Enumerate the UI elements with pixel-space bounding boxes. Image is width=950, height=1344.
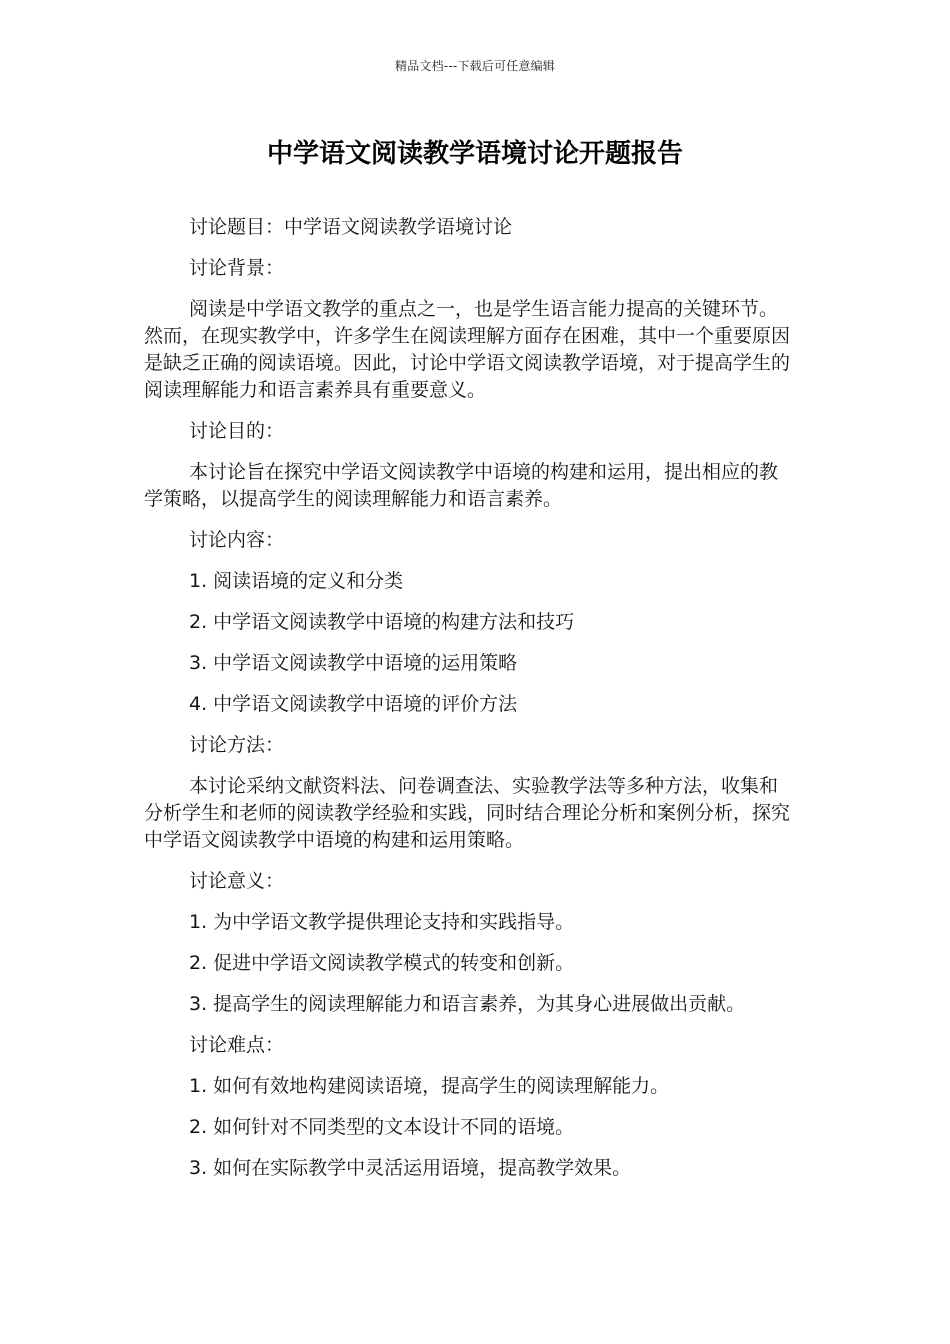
contents-item: 1. 阅读语境的定义和分类 bbox=[189, 570, 404, 592]
difficulties-item: 3. 如何在实际教学中灵活运用语境，提高教学效果。 bbox=[189, 1157, 632, 1179]
significance-item: 3. 提高学生的阅读理解能力和语言素养，为其身心进展做出贡献。 bbox=[189, 993, 746, 1015]
contents-item: 3. 中学语文阅读教学中语境的运用策略 bbox=[189, 652, 518, 674]
difficulties-item: 1. 如何有效地构建阅读语境，提高学生的阅读理解能力。 bbox=[189, 1075, 670, 1097]
purpose-label: 讨论目的： bbox=[189, 420, 285, 442]
document-body bbox=[144, 214, 796, 1196]
purpose-paragraph: 本讨论旨在探究中学语文阅读教学中语境的构建和运用，提出相应的教学策略，以提高学生的阅读理解能力和语言素养。 bbox=[144, 461, 779, 510]
significance-label: 讨论意义： bbox=[189, 870, 285, 892]
contents-item: 4. 中学语文阅读教学中语境的评价方法 bbox=[189, 693, 518, 715]
background-paragraph: 阅读是中学语文教学的重点之一，也是学生语言能力提高的关键环节。然而，在现实教学中，许多学生在阅读理解方面存在困难，其中一个重要原因是缺乏正确的阅读语境。因此，讨论中学语文阅读教学语境，对于提高学生的阅读理解能力和语言素养具有重要意义。 bbox=[144, 298, 791, 401]
significance-item: 1. 为中学语文教学提供理论支持和实践指导。 bbox=[189, 911, 575, 933]
contents-label: 讨论内容： bbox=[189, 529, 285, 551]
document-title: 中学语文阅读教学语境讨论开题报告 bbox=[266, 139, 683, 169]
significance-item: 2. 促进中学语文阅读教学模式的转变和创新。 bbox=[189, 952, 575, 974]
topic-line: 讨论题目：中学语文阅读教学语境讨论 bbox=[189, 216, 513, 238]
contents-item: 2. 中学语文阅读教学中语境的构建方法和技巧 bbox=[189, 611, 575, 633]
methods-paragraph: 本讨论采纳文献资料法、问卷调查法、实验教学法等多种方法，收集和分析学生和老师的阅读教学经验和实践，同时结合理论分析和案例分析，探究中学语文阅读教学中语境的构建和运用策略。 bbox=[144, 775, 791, 851]
methods-label: 讨论方法： bbox=[189, 734, 285, 756]
page-header: 精品文档---下载后可任意编辑 bbox=[395, 59, 555, 73]
background-label: 讨论背景： bbox=[189, 257, 285, 279]
difficulties-label: 讨论难点： bbox=[189, 1034, 285, 1056]
difficulties-item: 2. 如何针对不同类型的文本设计不同的语境。 bbox=[189, 1116, 575, 1138]
